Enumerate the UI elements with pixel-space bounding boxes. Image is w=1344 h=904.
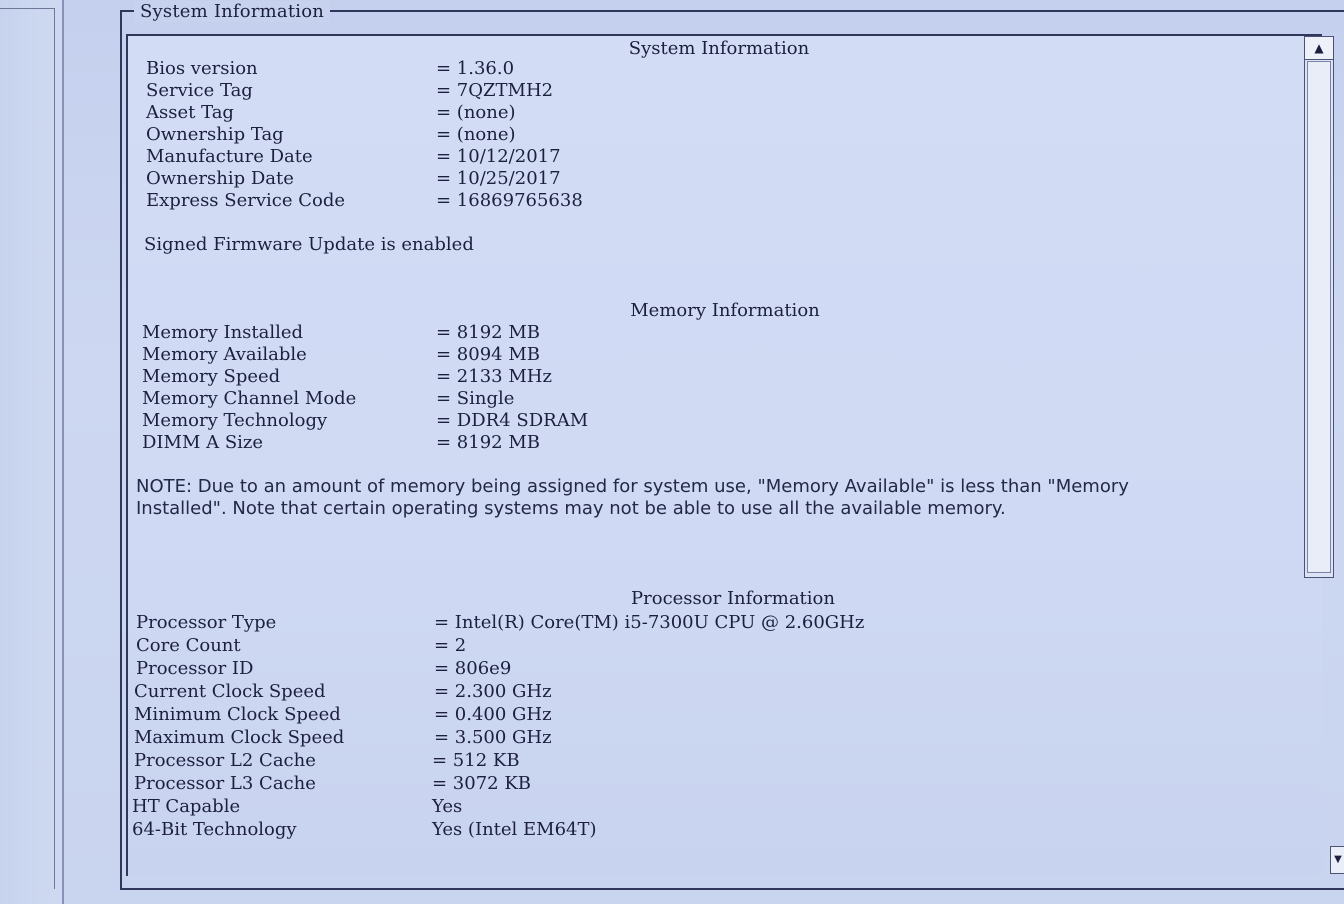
memory-note: NOTE: Due to an amount of memory being assigned for system use, "Memory Available" is less than "Memory Installed". Note that certain operating systems may not be able to use all the available memory. [136,476,1129,519]
row-label: Current Clock Speed [134,681,326,702]
left-navigation-panel[interactable] [0,0,64,904]
row-value: = 10/12/2017 [436,146,561,167]
row-label: Maximum Clock Speed [134,727,345,748]
row-label: Processor L2 Cache [134,750,316,771]
row-value: Yes [432,796,463,817]
row-label: Asset Tag [146,102,234,123]
scroll-down-arrow-icon[interactable]: ▼ [1330,846,1344,874]
row-value: = 16869765638 [436,190,583,211]
row-value: = 8192 MB [436,432,540,453]
row-value: Yes (Intel EM64T) [432,819,597,840]
row-value: = 8192 MB [436,322,540,343]
row-label: Manufacture Date [146,146,313,167]
row-label: HT Capable [132,796,241,817]
row-value: = 2133 MHz [436,366,552,387]
processor-info-heading: Processor Information [631,588,835,609]
row-label: Service Tag [146,80,253,101]
row-label: Memory Speed [142,366,281,387]
row-value: = (none) [436,102,516,123]
row-label: Processor ID [136,658,254,679]
row-label: Memory Technology [142,410,328,431]
row-label: Processor L3 Cache [134,773,316,794]
scroll-thumb[interactable] [1307,61,1331,573]
row-label: Memory Installed [142,322,304,343]
scroll-up-arrow-icon[interactable]: ▲ [1305,37,1333,60]
row-value: = Intel(R) Core(TM) i5-7300U CPU @ 2.60GHz [434,612,865,633]
row-label: Express Service Code [146,190,346,211]
row-value: = 3.500 GHz [434,727,552,748]
row-value: = DDR4 SDRAM [436,410,589,431]
row-label: 64-Bit Technology [132,819,297,840]
left-panel-border [0,8,55,889]
firmware-status: Signed Firmware Update is enabled [144,234,474,255]
row-value: = 806e9 [434,658,512,679]
row-value: = 2 [434,635,467,656]
row-value: = 0.400 GHz [434,704,552,725]
row-value: = 7QZTMH2 [436,80,554,101]
row-value: = 10/25/2017 [436,168,561,189]
row-label: Minimum Clock Speed [134,704,341,725]
row-value: = 512 KB [432,750,520,771]
group-title: System Information [134,1,330,22]
row-label: Memory Channel Mode [142,388,357,409]
row-value: = 1.36.0 [436,58,515,79]
row-label: Ownership Tag [146,124,284,145]
vertical-scrollbar[interactable] [1304,36,1334,578]
row-value: = 2.300 GHz [434,681,552,702]
row-label: Processor Type [136,612,277,633]
row-label: Core Count [136,635,241,656]
row-value: = Single [436,388,515,409]
row-label: Bios version [146,58,258,79]
row-value: = (none) [436,124,516,145]
row-label: Ownership Date [146,168,294,189]
row-label: Memory Available [142,344,307,365]
row-label: DIMM A Size [142,432,264,453]
row-value: = 8094 MB [436,344,540,365]
row-value: = 3072 KB [432,773,532,794]
memory-info-heading: Memory Information [630,300,820,321]
system-info-heading: System Information [628,38,810,59]
